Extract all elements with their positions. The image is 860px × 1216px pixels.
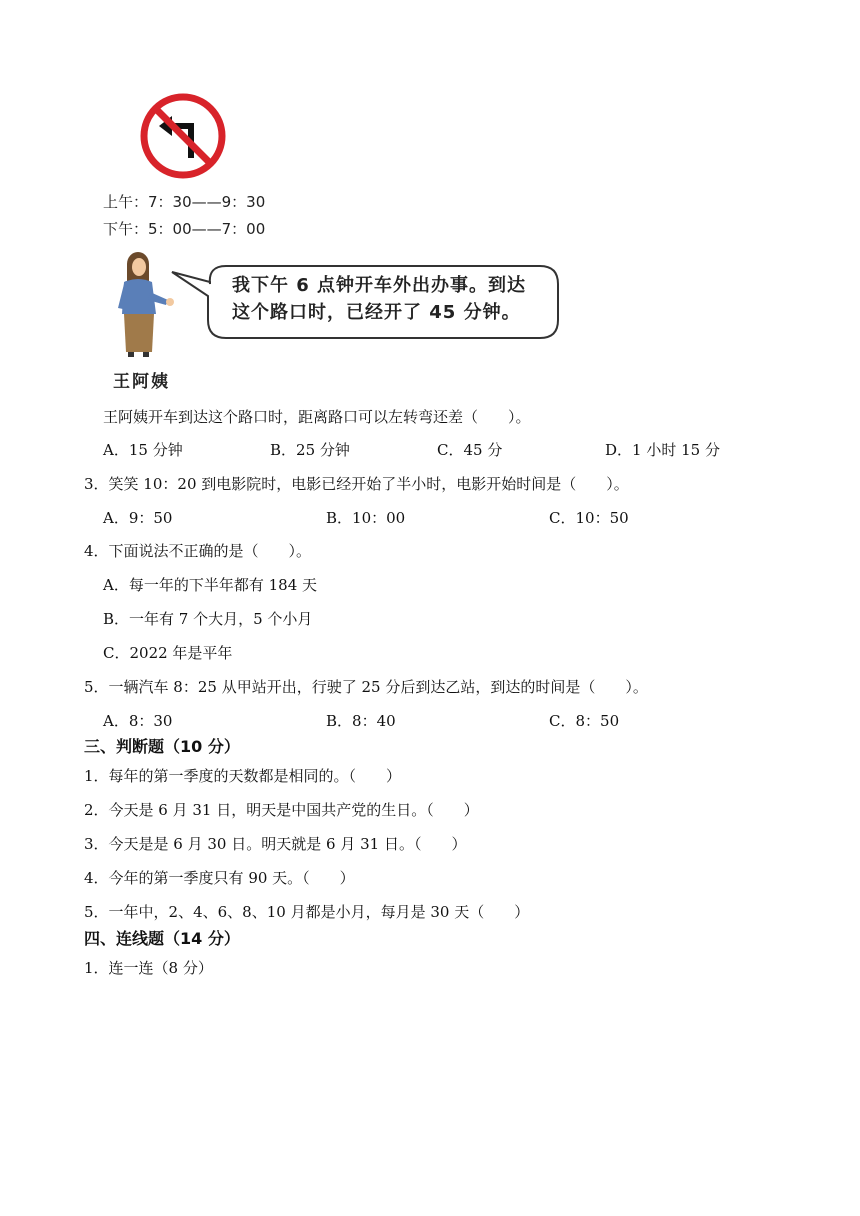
section-3-item-1: 1．每年的第一季度的天数都是相同的。（ ） bbox=[84, 767, 402, 785]
q5-option-b: B．8：40 bbox=[326, 712, 396, 730]
q2-stem: 王阿姨开车到达这个路口时，距离路口可以左转弯还差（ ）。 bbox=[103, 408, 531, 426]
schedule-morning: 上午：7：30——9：30 bbox=[103, 193, 266, 211]
section-3-title: 三、判断题（10 分） bbox=[84, 737, 240, 756]
person-name-label: 王阿姨 bbox=[113, 372, 170, 392]
q3-option-a: A．9：50 bbox=[103, 509, 173, 527]
section-3-item-3: 3．今天是是 6 月 30 日。明天就是 6 月 31 日。（ ） bbox=[84, 835, 467, 853]
q5-option-a: A．8：30 bbox=[103, 712, 173, 730]
q2-option-d: D．1 小时 15 分 bbox=[605, 441, 720, 459]
section-4-item-1: 1．连一连（8 分） bbox=[84, 959, 213, 977]
q2-option-b: B．25 分钟 bbox=[270, 441, 350, 459]
no-left-turn-sign-icon bbox=[139, 92, 227, 180]
speech-bubble-line-2: 这个路口时，已经开了 45 分钟。 bbox=[232, 302, 521, 323]
speech-bubble-line-1: 我下午 6 点钟开车外出办事。到达 bbox=[232, 275, 527, 296]
q2-option-c: C．45 分 bbox=[437, 441, 503, 459]
q4-option-b: B．一年有 7 个大月，5 个小月 bbox=[103, 610, 313, 628]
q4-option-a: A．每一年的下半年都有 184 天 bbox=[103, 576, 318, 594]
section-4-title: 四、连线题（14 分） bbox=[84, 929, 240, 948]
q5-stem: 5．一辆汽车 8：25 从甲站开出，行驶了 25 分后到达乙站，到达的时间是（ ）。 bbox=[84, 678, 648, 696]
section-3-item-2: 2．今天是 6 月 31 日，明天是中国共产党的生日。（ ） bbox=[84, 801, 479, 819]
q4-option-c: C．2022 年是平年 bbox=[103, 644, 233, 662]
schedule-afternoon: 下午：5：00——7：00 bbox=[103, 220, 266, 238]
section-3-item-5: 5．一年中，2、4、6、8、10 月都是小月，每月是 30 天（ ） bbox=[84, 903, 530, 921]
q5-option-c: C．8：50 bbox=[549, 712, 620, 730]
q3-option-c: C．10：50 bbox=[549, 509, 629, 527]
q3-option-b: B．10：00 bbox=[326, 509, 406, 527]
q3-stem: 3．笑笑 10：20 到电影院时，电影已经开始了半小时，电影开始时间是（ ）。 bbox=[84, 475, 629, 493]
q2-option-a: A．15 分钟 bbox=[103, 441, 183, 459]
section-3-item-4: 4．今年的第一季度只有 90 天。（ ） bbox=[84, 869, 355, 887]
q4-stem: 4．下面说法不正确的是（ ）。 bbox=[84, 542, 312, 560]
